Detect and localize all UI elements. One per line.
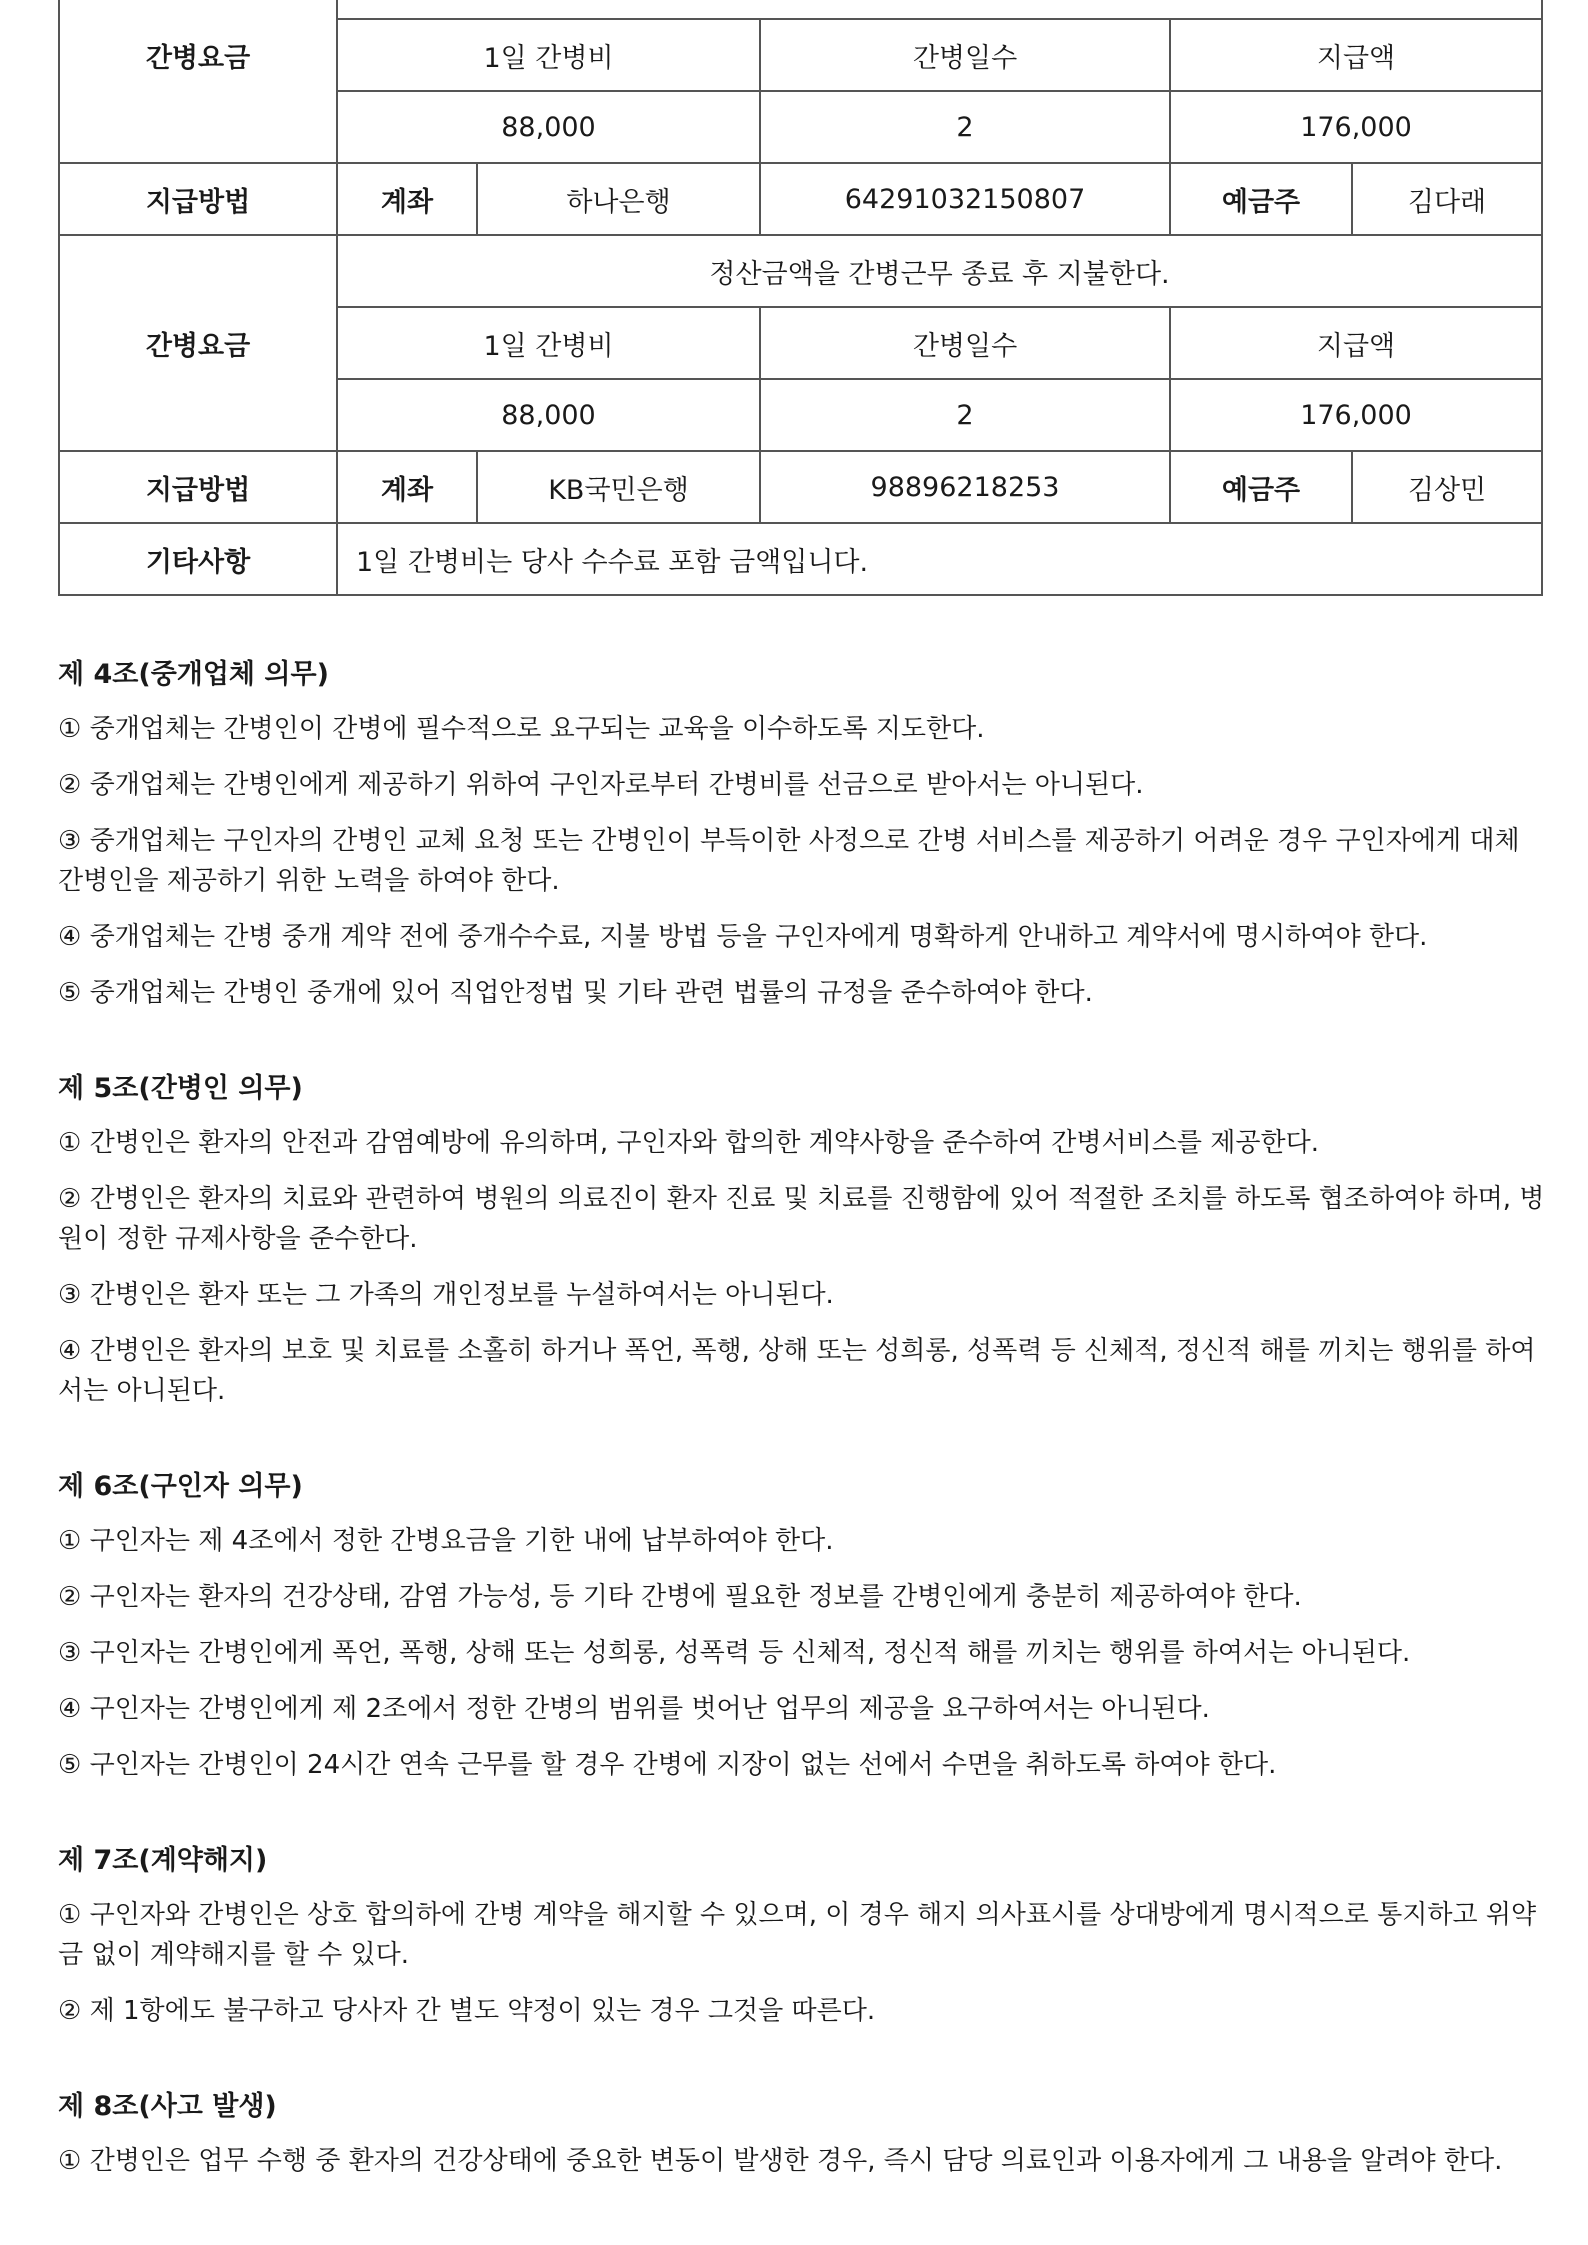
article-clause: ③ 간병인은 환자 또는 그 가족의 개인정보를 누설하여서는 아니된다. bbox=[58, 1280, 834, 1310]
holder-label: 예금주 bbox=[1170, 451, 1352, 523]
daily-fee-value: 88,000 bbox=[337, 91, 760, 163]
article-6 bbox=[58, 1467, 1548, 1785]
table-row bbox=[59, 0, 1542, 19]
article-title: 제 8조(사고 발생) bbox=[58, 2091, 277, 2122]
days-header: 간병일수 bbox=[760, 19, 1170, 91]
days-value: 2 bbox=[760, 379, 1170, 451]
etc-label: 기타사항 bbox=[59, 523, 337, 595]
daily-fee-header: 1일 간병비 bbox=[337, 307, 760, 379]
article-title: 제 4조(중개업체 의무) bbox=[58, 659, 329, 690]
article-clause: ② 구인자는 환자의 건강상태, 감염 가능성, 등 기타 간병에 필요한 정보를 간병인에게 충분히 제공하여야 한다. bbox=[58, 1582, 1302, 1612]
table-row bbox=[59, 235, 1542, 307]
amount-header: 지급액 bbox=[1170, 19, 1542, 91]
fee-label: 간병요금 bbox=[59, 0, 337, 163]
article-clause: ⑤ 구인자는 간병인이 24시간 연속 근무를 할 경우 간병에 지장이 없는 선에서 수면을 취하도록 하여야 한다. bbox=[58, 1750, 1277, 1780]
daily-fee-header: 1일 간병비 bbox=[337, 19, 760, 91]
days-value: 2 bbox=[760, 91, 1170, 163]
articles bbox=[58, 655, 1548, 2237]
table-row bbox=[59, 163, 1542, 235]
table-row bbox=[59, 451, 1542, 523]
article-8 bbox=[58, 2087, 1548, 2181]
bank-name: KB국민은행 bbox=[477, 451, 760, 523]
article-clause: ③ 구인자는 간병인에게 폭언, 폭행, 상해 또는 성희롱, 성폭력 등 신체적, 정신적 해를 끼치는 행위를 하여서는 아니된다. bbox=[58, 1638, 1411, 1668]
bank-name: 하나은행 bbox=[477, 163, 760, 235]
article-clause: ④ 중개업체는 간병 중개 계약 전에 중개수수료, 지불 방법 등을 구인자에게 명확하게 안내하고 계약서에 명시하여야 한다. bbox=[58, 922, 1428, 952]
holder-name: 김다래 bbox=[1352, 163, 1542, 235]
fee-table bbox=[58, 0, 1543, 596]
article-clause: ① 중개업체는 간병인이 간병에 필수적으로 요구되는 교육을 이수하도록 지도한다. bbox=[58, 714, 985, 744]
article-4 bbox=[58, 655, 1548, 1013]
payment-method-label: 지급방법 bbox=[59, 451, 337, 523]
article-clause: ② 중개업체는 간병인에게 제공하기 위하여 구인자로부터 간병비를 선금으로 받아서는 아니된다. bbox=[58, 770, 1144, 800]
account-label: 계좌 bbox=[337, 163, 477, 235]
article-title: 제 7조(계약해지) bbox=[58, 1845, 268, 1876]
article-clause: ④ 간병인은 환자의 보호 및 치료를 소홀히 하거나 폭언, 폭행, 상해 또는 성희롱, 성폭력 등 신체적, 정신적 해를 끼치는 행위를 하여서는 아니된다. bbox=[58, 1336, 1536, 1406]
days-header: 간병일수 bbox=[760, 307, 1170, 379]
article-clause: ③ 중개업체는 구인자의 간병인 교체 요청 또는 간병인이 부득이한 사정으로 간병 서비스를 제공하기 어려운 경우 구인자에게 대체 간병인을 제공하기 위한 노력을 하여야 한다. bbox=[58, 826, 1520, 896]
holder-name: 김상민 bbox=[1352, 451, 1542, 523]
article-clause: ① 구인자와 간병인은 상호 합의하에 간병 계약을 해지할 수 있으며, 이 경우 해지 의사표시를 상대방에게 명시적으로 통지하고 위약금 없이 계약해지를 할 수 있다. bbox=[58, 1900, 1537, 1970]
account-number: 98896218253 bbox=[760, 451, 1170, 523]
article-clause: ① 구인자는 제 4조에서 정한 간병요금을 기한 내에 납부하여야 한다. bbox=[58, 1526, 834, 1556]
amount-value: 176,000 bbox=[1170, 91, 1542, 163]
fee-notice: 정산금액을 간병근무 종료 후 지불한다. bbox=[337, 235, 1542, 307]
account-label: 계좌 bbox=[337, 451, 477, 523]
article-clause: ④ 구인자는 간병인에게 제 2조에서 정한 간병의 범위를 벗어난 업무의 제공을 요구하여서는 아니된다. bbox=[58, 1694, 1210, 1724]
daily-fee-value: 88,000 bbox=[337, 379, 760, 451]
article-title: 제 6조(구인자 의무) bbox=[58, 1471, 303, 1502]
fee-notice bbox=[337, 0, 1542, 19]
article-clause: ① 간병인은 환자의 안전과 감염예방에 유의하며, 구인자와 합의한 계약사항을 준수하여 간병서비스를 제공한다. bbox=[58, 1128, 1319, 1158]
account-number: 64291032150807 bbox=[760, 163, 1170, 235]
article-7 bbox=[58, 1841, 1548, 2031]
fee-label: 간병요금 bbox=[59, 235, 337, 451]
article-clause: ② 제 1항에도 불구하고 당사자 간 별도 약정이 있는 경우 그것을 따른다. bbox=[58, 1996, 876, 2026]
article-5 bbox=[58, 1069, 1548, 1411]
table-row bbox=[59, 523, 1542, 595]
amount-header: 지급액 bbox=[1170, 307, 1542, 379]
payment-method-label: 지급방법 bbox=[59, 163, 337, 235]
holder-label: 예금주 bbox=[1170, 163, 1352, 235]
article-title: 제 5조(간병인 의무) bbox=[58, 1073, 303, 1104]
article-clause: ① 간병인은 업무 수행 중 환자의 건강상태에 중요한 변동이 발생한 경우, 즉시 담당 의료인과 이용자에게 그 내용을 알려야 한다. bbox=[58, 2146, 1503, 2176]
article-clause: ⑤ 중개업체는 간병인 중개에 있어 직업안정법 및 기타 관련 법률의 규정을 준수하여야 한다. bbox=[58, 978, 1093, 1008]
amount-value: 176,000 bbox=[1170, 379, 1542, 451]
article-clause: ② 간병인은 환자의 치료와 관련하여 병원의 의료진이 환자 진료 및 치료를 진행함에 있어 적절한 조치를 하도록 협조하여야 하며, 병원이 정한 규제사항을 준수한다. bbox=[58, 1184, 1545, 1254]
etc-text: 1일 간병비는 당사 수수료 포함 금액입니다. bbox=[337, 523, 1542, 595]
